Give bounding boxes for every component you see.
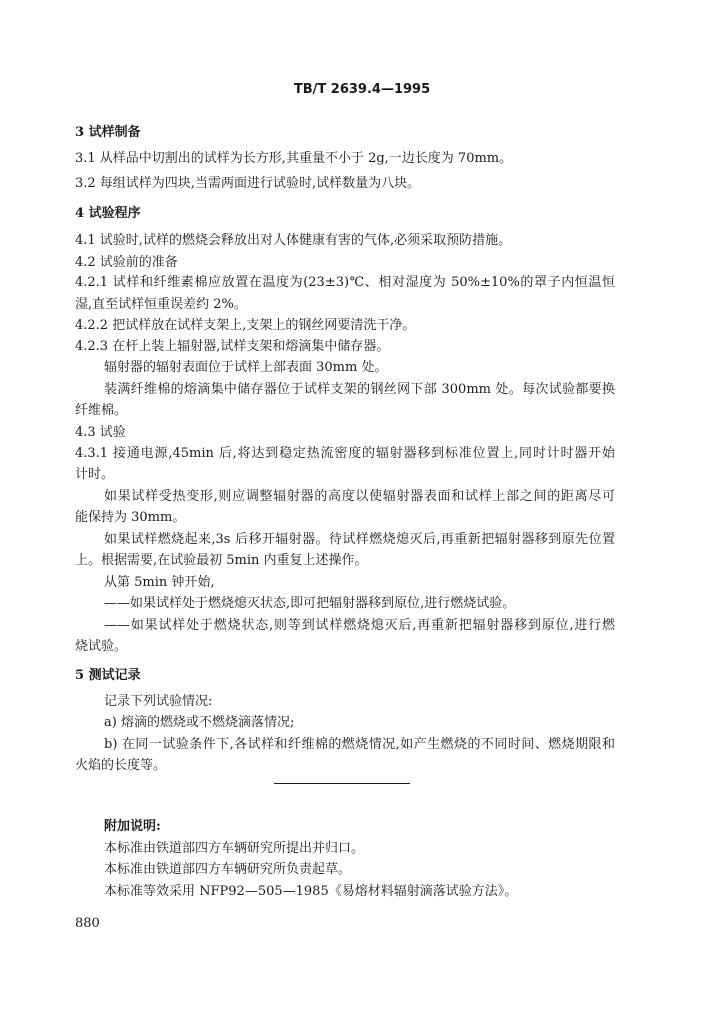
clause-3-1: 3.1 从样品中切割出的试样为长方形,其重量不小于 2g,一边长度为 70mm。 <box>75 151 513 166</box>
ignition-para-line2: 上。根据需要,在试验最初 5min 内重复上述操作。 <box>75 553 368 568</box>
record-item-b-line1: b) 在同一试验条件下,各试样和纤维棉的燃烧情况,如产生燃烧的不同时间、燃烧期限和 <box>104 737 615 752</box>
clause-4-2-1-line2: 湿,直至试样恒重误差约 2%。 <box>75 297 247 312</box>
collector-position-line2: 纤维棉。 <box>75 403 128 418</box>
clause-4-2: 4.2 试验前的准备 <box>75 255 178 270</box>
clause-3-2: 3.2 每组试样为四块,当需两面进行试验时,试样数量为八块。 <box>75 176 421 191</box>
clause-4-2-3: 4.2.3 在杆上装上辐射器,试样支架和熔滴集中储存器。 <box>75 339 390 354</box>
collector-position-line1: 装满纤维棉的熔滴集中储存器位于试样支架的钢丝网下部 300mm 处。每次试验都要换 <box>104 382 615 397</box>
clause-4-3: 4.3 试验 <box>75 425 126 440</box>
record-item-b-line2: 火焰的长度等。 <box>75 758 167 773</box>
deformation-para-line1: 如果试样受热变形,则应调整辐射器的高度以使辐射器表面和试样上部之间的距离尽可 <box>104 489 615 504</box>
standard-code-header: TB/T 2639.4—1995 <box>293 82 431 97</box>
clause-4-1: 4.1 试验时,试样的燃烧会释放出对人体健康有害的气体,必须采取预防措施。 <box>75 233 512 248</box>
dash-item-2-line2: 烧试验。 <box>75 639 128 654</box>
dash-item-2-line1: ——如果试样处于燃烧状态,则等到试样燃烧熄灭后,再重新把辐射器移到原位,进行燃 <box>104 618 615 633</box>
from-5min-text: 从第 5min 钟开始, <box>104 575 215 590</box>
note-item: 本标准由铁道部四方车辆研究所负责起草。 <box>104 862 352 877</box>
record-item-a: a) 熔滴的燃烧或不燃烧滴落情况; <box>104 715 295 730</box>
clause-4-3-1-line1: 4.3.1 接通电源,45min 后,将达到稳定热流密度的辐射器移到标准位置上,同时计时器开始 <box>75 446 615 461</box>
deformation-para-line2: 能保持为 30mm。 <box>75 510 186 525</box>
clause-4-3-1-line2: 计时。 <box>75 467 115 482</box>
clause-4-2-2: 4.2.2 把试样放在试样支架上,支架上的钢丝网要清洗干净。 <box>75 318 416 333</box>
section-divider <box>274 783 410 784</box>
section-3-heading: 3 试样制备 <box>75 125 141 140</box>
clause-4-2-1-line1: 4.2.1 试样和纤维素棉应放置在温度为(23±3)℃、相对湿度为 50%±10%的罩子内恒温恒 <box>75 275 615 290</box>
page-number: 880 <box>75 916 100 931</box>
dash-item-1: ——如果试样处于燃烧熄灭状态,即可把辐射器移到原位,进行燃烧试验。 <box>104 596 516 611</box>
radiator-distance-text: 辐射器的辐射表面位于试样上部表面 30mm 处。 <box>104 360 388 375</box>
additional-notes-title: 附加说明: <box>104 819 161 834</box>
record-intro: 记录下列试验情况: <box>104 694 213 709</box>
section-4-heading: 4 试验程序 <box>75 206 141 221</box>
note-item: 本标准等效采用 NFP92—505—1985《易熔材料辐射滴落试验方法》。 <box>104 884 518 899</box>
ignition-para-line1: 如果试样燃烧起来,3s 后移开辐射器。待试样燃烧熄灭后,再重新把辐射器移到原先位置 <box>104 532 615 547</box>
note-item: 本标准由铁道部四方车辆研究所提出并归口。 <box>104 841 365 856</box>
section-5-heading: 5 测试记录 <box>75 668 141 683</box>
